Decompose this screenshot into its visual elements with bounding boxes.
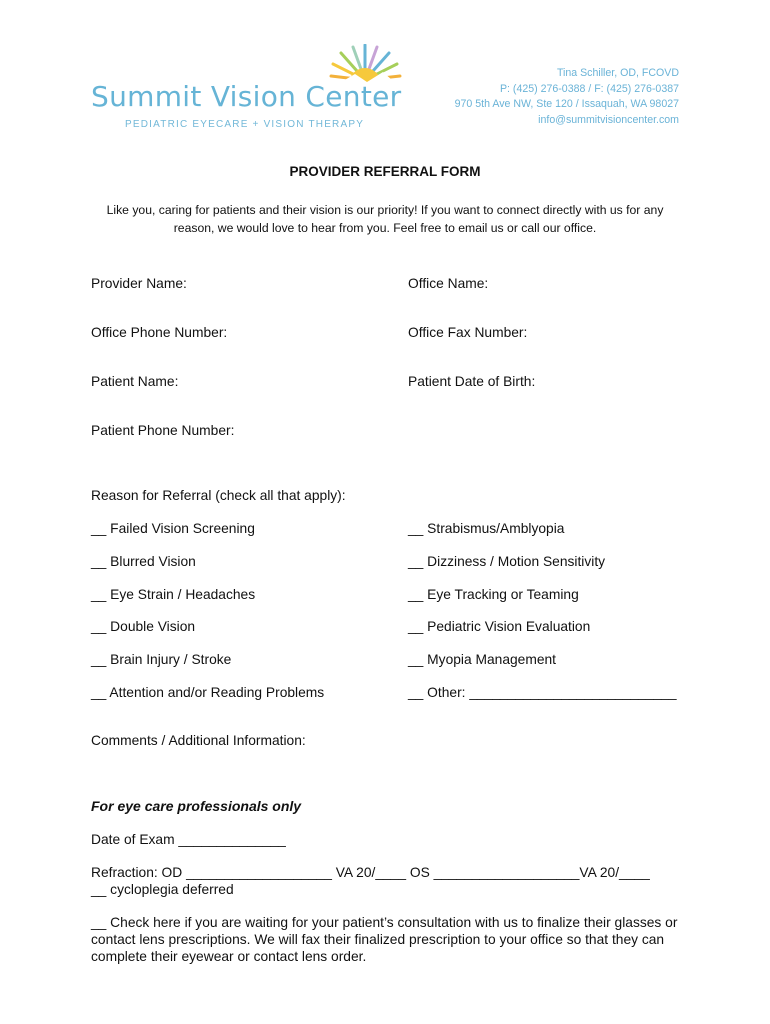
cycloplegia-line[interactable]: __ cycloplegia deferred [91, 882, 234, 897]
contact-address: 970 5th Ave NW, Ste 120 / Issaquah, WA 98027 [454, 98, 679, 110]
office-fax-field[interactable]: Office Fax Number: [408, 325, 528, 340]
reason-checkbox[interactable]: __ Attention and/or Reading Problems [91, 685, 325, 700]
contact-name: Tina Schiller, OD, FCOVD [556, 67, 679, 79]
patient-phone-field[interactable]: Patient Phone Number: [91, 423, 235, 438]
exam-date-field[interactable]: Date of Exam ______________ [91, 832, 286, 847]
professionals-heading: For eye care professionals only [91, 798, 302, 814]
reason-checkbox[interactable]: __ Dizziness / Motion Sensitivity [408, 554, 606, 569]
reason-checkbox[interactable]: __ Blurred Vision [91, 554, 196, 569]
patient-dob-field[interactable]: Patient Date of Birth: [408, 374, 536, 389]
reason-checkbox[interactable]: __ Pediatric Vision Evaluation [408, 619, 591, 634]
reason-checkbox[interactable]: __ Strabismus/Amblyopia [408, 521, 565, 536]
contact-phone: P: (425) 276-0388 / F: (425) 276-0387 [499, 82, 679, 95]
reason-other-field[interactable]: __ Other: ___________________________ [408, 685, 677, 700]
reason-heading: Reason for Referral (check all that apply): [91, 488, 346, 503]
form-title: PROVIDER REFERRAL FORM [289, 164, 481, 179]
refraction-line[interactable]: Refraction: OD ___________________ VA 20/____ OS ___________________VA 20/____ [91, 865, 650, 880]
provider-name-field[interactable]: Provider Name: [91, 276, 187, 291]
logo-tagline: PEDIATRIC EYECARE + VISION THERAPY [125, 119, 365, 130]
intro-text: Like you, caring for patients and their vision is our priority! If you want to connect directly with us for any reason, we would love to hear from you. Feel free to email us or call our office. [106, 203, 664, 235]
refraction-block[interactable] [91, 864, 691, 898]
reason-checkbox[interactable]: __ Brain Injury / Stroke [91, 652, 232, 667]
reason-checkbox[interactable]: __ Eye Strain / Headaches [91, 587, 256, 602]
office-phone-field[interactable]: Office Phone Number: [91, 325, 228, 340]
reason-checkbox[interactable]: __ Myopia Management [408, 652, 557, 667]
contact-block [455, 66, 679, 128]
reason-checkbox[interactable]: __ Double Vision [91, 619, 196, 634]
logo-name: Summit Vision Center [91, 80, 402, 113]
comments-field[interactable]: Comments / Additional Information: [91, 733, 306, 748]
contact-email[interactable]: info@summitvisioncenter.com [538, 113, 679, 126]
patient-name-field[interactable]: Patient Name: [91, 374, 179, 389]
reason-checkbox[interactable]: __ Failed Vision Screening [91, 521, 255, 536]
reason-checkbox[interactable]: __ Eye Tracking or Teaming [408, 587, 579, 602]
office-name-field[interactable]: Office Name: [408, 276, 489, 291]
finalize-prescription-text[interactable]: __ Check here if you are waiting for your patient’s consultation with us to finalize their glasses or contact lens prescriptions. We will fax their finalized prescription to your office so that they can complete their eyewear or contact lens order. [91, 915, 678, 964]
